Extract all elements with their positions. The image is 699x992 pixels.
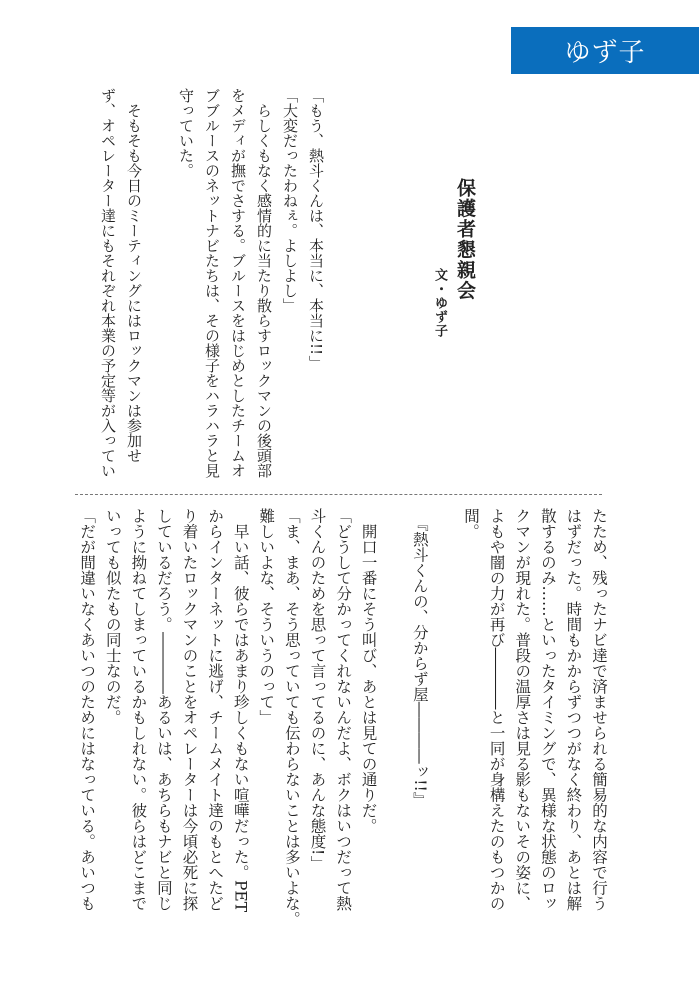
text-line: り着いたロックマンのことをオペレーターは今頃必死に探: [180, 508, 199, 911]
text-line: 早い話、彼らではあまり珍しくもない喧嘩だった。PET: [231, 508, 250, 913]
blank-line: [381, 508, 407, 920]
text-line: からインターネットに逃げ、チームメイト達のもとへたど: [206, 508, 225, 911]
text-line: 「もう、熱斗くんは、本当に、本当に!!」: [307, 88, 325, 371]
text-line: 「どうして分かってくれないんだよ、ボクはいつだって熱: [334, 508, 353, 911]
text-line: 難しいよな、そういうのって」: [257, 508, 276, 725]
text-line: ように拗ねてしまっているかもしれない。彼らはどこまで: [129, 508, 148, 911]
text-line: 間。: [462, 508, 481, 539]
lower-text-block: [74, 508, 611, 927]
text-line: ブブルースのネットナビたちは、その様子をハラハラと見: [203, 88, 221, 478]
text-line: 斗くんのためを思って言ってるのに、あんな態度!」: [308, 508, 327, 871]
text-line: クマンが現れた。普段の温厚さは見る影もないその姿に、: [513, 508, 532, 911]
text-line: 「だが間違いなくあいつのためにはなっている。あいつも: [78, 508, 97, 911]
text-line: 守っていた。: [177, 88, 195, 178]
text-line: 散するのみ……といったタイミングで、異様な状態のロッ: [538, 508, 557, 911]
text-line: 「大変だったわねぇ。よしよし」: [281, 88, 299, 313]
text-line: らしくもなく感情的に当たり散らすロックマンの後頭部: [255, 88, 273, 478]
story-byline: 文・ゆず子: [432, 268, 447, 338]
text-line: しているだろう。――――あるいは、あちらもナビと同じ: [154, 508, 173, 911]
text-line: 「ま、まあ、そう思っていても伝わらないことは多いよな。: [282, 508, 301, 927]
blank-line: [432, 508, 458, 920]
text-line: よもや闇の力が再び――――と一同が身構えたのもつかの: [487, 508, 506, 911]
text-line: をメディが撫でさする。ブルースをはじめとしたチームオ: [229, 88, 247, 478]
text-line: たため、残ったナビ達で済ませられる簡易的な内容で行う: [590, 508, 608, 911]
upper-text-block: [95, 88, 329, 484]
story-title: 保護者懇親会: [454, 178, 476, 301]
author-header-label: ゆず子: [564, 38, 646, 68]
dashed-divider: [75, 494, 602, 495]
blank-line: [147, 88, 173, 484]
text-line: 『熱斗くんの、分からず屋――――ッ!!』: [410, 508, 429, 808]
author-header-badge: [511, 27, 699, 74]
text-line: はずだった。時間もかからずつつがなく終わり、あとは解: [564, 508, 583, 911]
text-line: いっても似たもの同士なのだ。: [103, 508, 122, 725]
text-line: ず、オペレーター達にもそれぞれ本業の予定等が入ってい: [99, 88, 117, 478]
text-line: 開口一番にそう叫び、あとは見ての通りだ。: [359, 508, 378, 834]
text-line: そもそも今日のミーティングにはロックマンは参加せ: [125, 88, 143, 463]
